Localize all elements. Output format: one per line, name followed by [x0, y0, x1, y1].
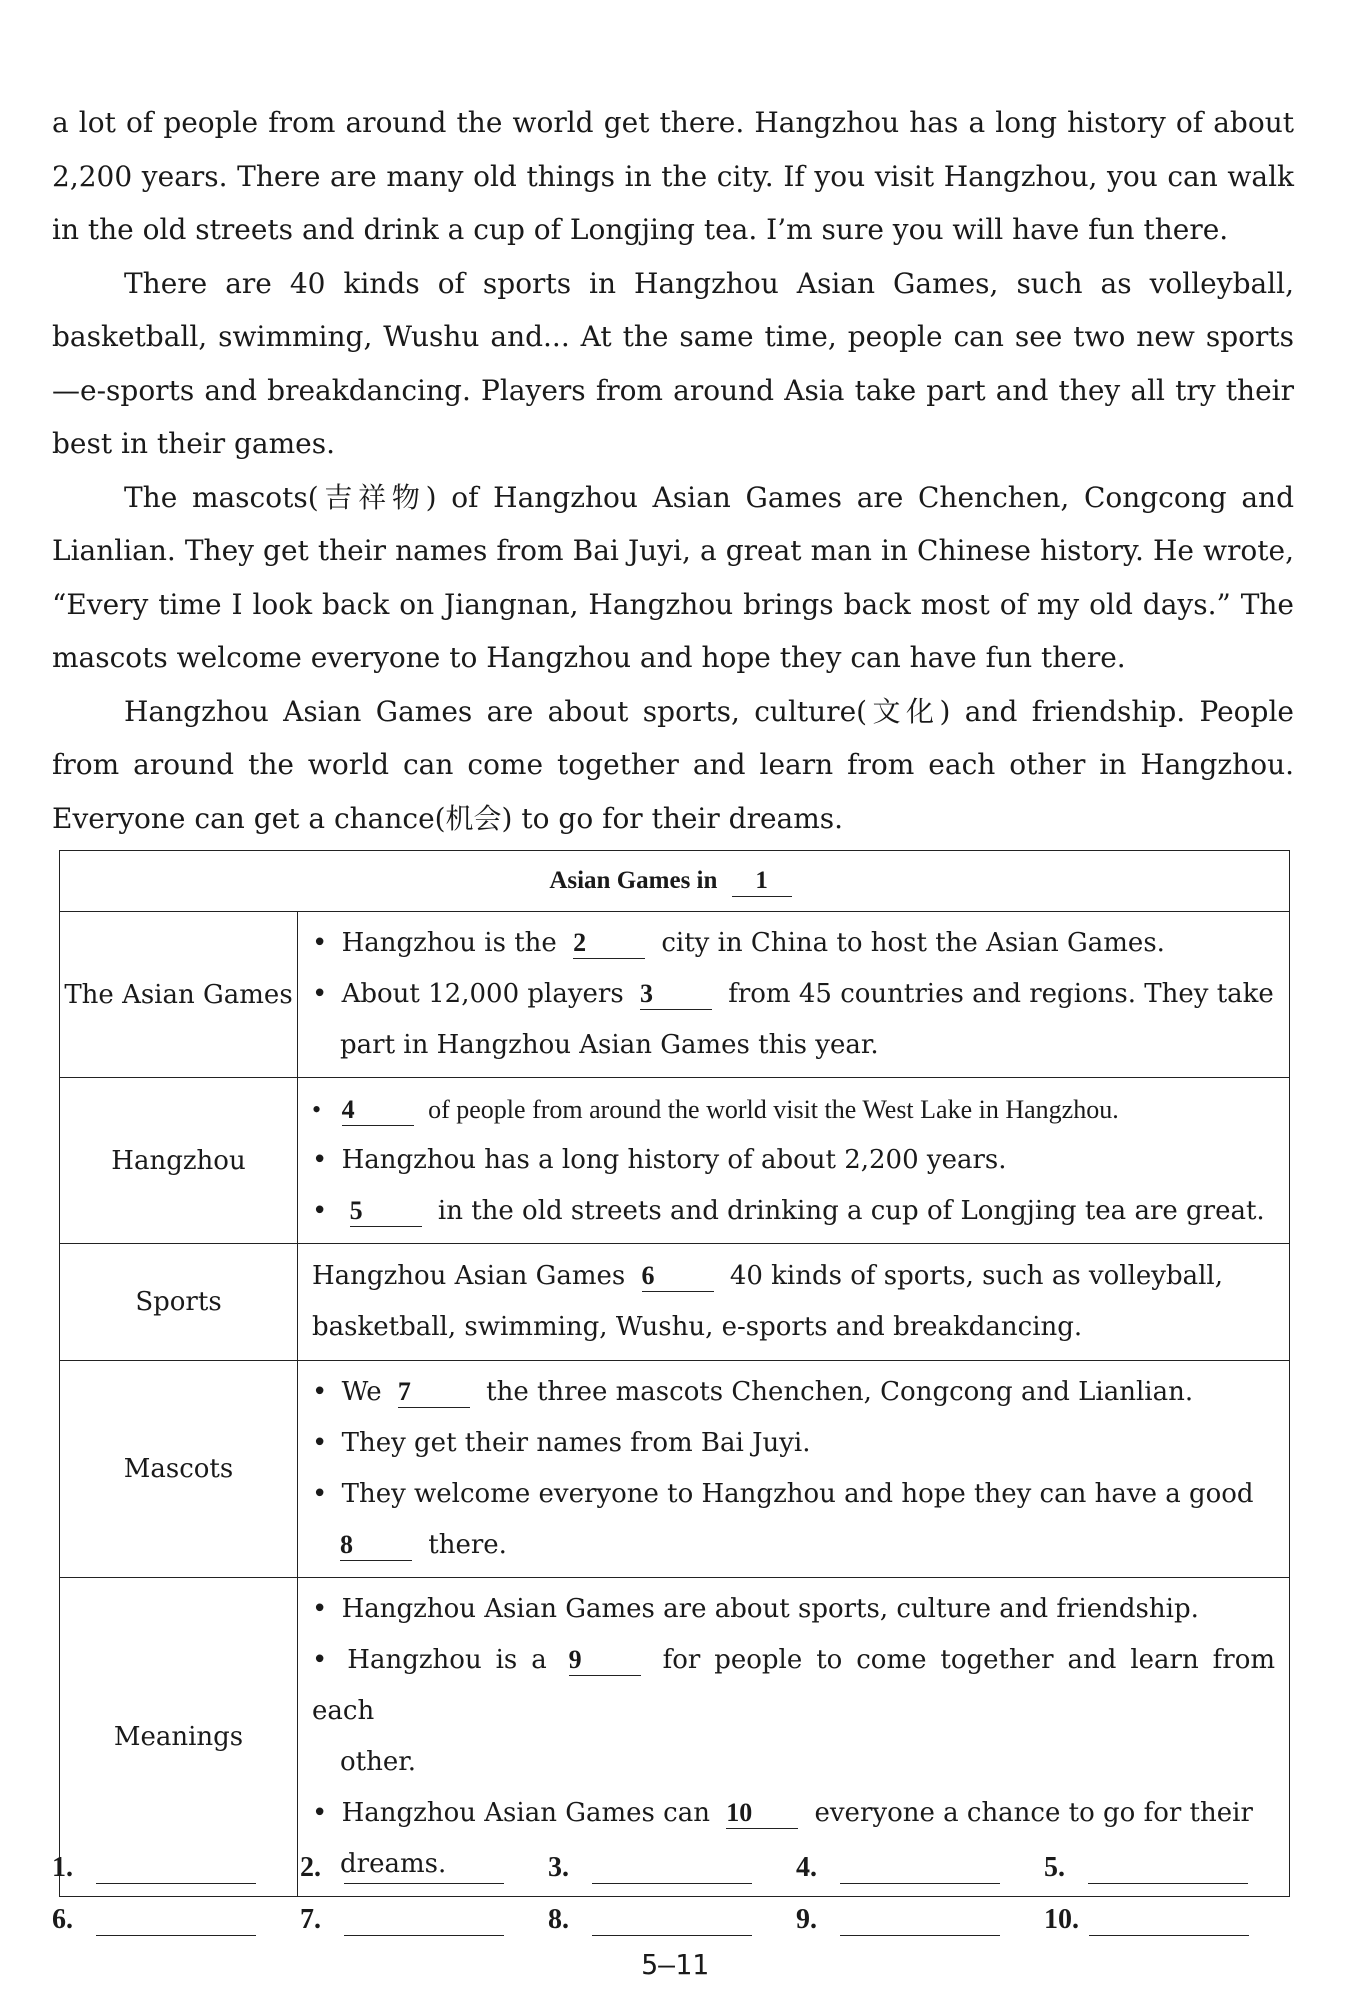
answer-row [52, 1832, 1294, 1884]
answer-item [300, 1904, 548, 1936]
line-text: They get their names from Bai Juyi. [341, 1428, 811, 1458]
answer-number: 2. [300, 1852, 321, 1883]
answer-number: 9. [796, 1904, 817, 1935]
blank-8[interactable]: 8 [340, 1530, 412, 1561]
line-text: there. [428, 1530, 507, 1560]
row-content-hangzhou [298, 1078, 1290, 1244]
answer-blank[interactable] [840, 1909, 1000, 1936]
answer-blank[interactable] [344, 1857, 504, 1884]
answer-blank[interactable] [592, 1857, 752, 1884]
table-line [312, 918, 1275, 969]
answer-number: 3. [548, 1852, 569, 1883]
answer-number: 10. [1044, 1904, 1079, 1935]
answer-item [796, 1852, 1044, 1884]
passage-paragraph: The mascots(吉祥物) of Hangzhou Asian Games are Chenchen, Congcong and Lianlian. They get their names from Bai Juyi, a great man in Chinese history. He wrote, “Every time I look back on Jiangnan, Hangzhou brings back most of my old days.” The mascots welcome everyone to Hangzhou and hope they can have fun there. [52, 480, 1294, 674]
answer-item [548, 1904, 796, 1936]
line-text: city in China to host the Asian Games. [661, 928, 1165, 958]
answer-blank[interactable] [840, 1857, 1000, 1884]
line-text: for people to come together and learn from each [312, 1645, 1275, 1726]
answer-item [548, 1852, 796, 1884]
row-content-sports [298, 1244, 1290, 1361]
bullet-mark: • [312, 1145, 328, 1175]
answer-blank[interactable] [1088, 1857, 1248, 1884]
page-number: 5—11 [641, 1948, 709, 1981]
summary-table [59, 850, 1290, 1897]
answer-blank[interactable] [1089, 1909, 1249, 1936]
blank-7[interactable]: 7 [398, 1377, 470, 1408]
passage-paragraph: There are 40 kinds of sports in Hangzhou Asian Games, such as volleyball, basketball, swimming, Wushu and... At the same time, people can see two new sports—e-sports and breakdancing. Players from around Asia take part and they all try their best in their games. [52, 266, 1294, 460]
bullet-mark: • [312, 1798, 328, 1828]
table-line [312, 969, 1275, 1020]
answer-item [796, 1904, 1044, 1936]
row-label-hangzhou: Hangzhou [60, 1078, 298, 1244]
blank-6[interactable]: 6 [642, 1261, 714, 1292]
row-content-asian-games [298, 912, 1290, 1078]
table-line [312, 1135, 1275, 1186]
table-line [312, 1418, 1275, 1469]
bullet-mark: • [312, 1095, 322, 1124]
blank-5[interactable]: 5 [350, 1196, 422, 1227]
bullet-mark: • [312, 1594, 328, 1624]
line-text: everyone a chance to go for their [814, 1798, 1253, 1828]
answer-number: 1. [52, 1852, 73, 1883]
line-text: We [341, 1377, 382, 1407]
table-line: basketball, swimming, Wushu, e-sports and breakdancing. [312, 1312, 1083, 1342]
table-line [312, 1084, 1275, 1135]
table-title-text: Asian Games in [549, 866, 718, 894]
table-line-continued: other. [340, 1747, 417, 1777]
line-text: Hangzhou Asian Games [312, 1261, 626, 1291]
line-text: the three mascots Chenchen, Congcong and Lianlian. [486, 1377, 1194, 1407]
bullet-mark: • [312, 1377, 328, 1407]
answer-item [52, 1904, 300, 1936]
reading-passage [52, 96, 1294, 845]
line-text: About 12,000 players [341, 979, 624, 1009]
answer-lines [52, 1832, 1294, 1936]
blank-3[interactable]: 3 [640, 979, 712, 1010]
row-label-meanings: Meanings [60, 1578, 298, 1897]
blank-10[interactable]: 10 [726, 1798, 798, 1829]
table-line-continued [312, 1520, 1275, 1571]
bullet-mark: • [312, 1196, 328, 1226]
bullet-mark: • [312, 1428, 328, 1458]
line-text: in the old streets and drinking a cup of Longjing tea are great. [437, 1196, 1265, 1226]
line-text: They welcome everyone to Hangzhou and hope they can have a good [341, 1479, 1254, 1509]
answer-item [300, 1852, 548, 1884]
bullet-mark: • [312, 1479, 328, 1509]
table-line [312, 1251, 1275, 1302]
answer-number: 7. [300, 1904, 321, 1935]
table-line [312, 1584, 1275, 1635]
line-text: Hangzhou Asian Games can [341, 1798, 710, 1828]
line-text: Hangzhou has a long history of about 2,200 years. [341, 1145, 1007, 1175]
answer-number: 5. [1044, 1852, 1065, 1883]
line-text: 40 kinds of sports, such as volleyball, [729, 1261, 1224, 1291]
table-line-continued: dreams. [340, 1849, 447, 1879]
table-line [312, 1186, 1275, 1237]
line-text: Hangzhou is the [341, 928, 557, 958]
blank-1[interactable]: 1 [732, 866, 792, 897]
table-line-continued: part in Hangzhou Asian Games this year. [340, 1030, 879, 1060]
table-line [312, 1367, 1275, 1418]
answer-number: 8. [548, 1904, 569, 1935]
answer-blank[interactable] [96, 1909, 256, 1936]
blank-9[interactable]: 9 [569, 1645, 641, 1676]
row-content-mascots [298, 1361, 1290, 1578]
row-label-mascots: Mascots [60, 1361, 298, 1578]
answer-blank[interactable] [96, 1857, 256, 1884]
blank-4[interactable]: 4 [342, 1095, 414, 1126]
answer-blank[interactable] [592, 1909, 752, 1936]
bullet-mark: • [312, 1645, 328, 1675]
line-text: Hangzhou Asian Games are about sports, culture and friendship. [341, 1594, 1199, 1624]
table-line [312, 1635, 1275, 1737]
answer-number: 4. [796, 1852, 817, 1883]
bullet-mark: • [312, 928, 328, 958]
answer-number: 6. [52, 1904, 73, 1935]
passage-paragraph: Hangzhou Asian Games are about sports, culture(文化) and friendship. People from around the world can come together and learn from each other in Hangzhou. Everyone can get a chance(机会) to go for their dreams. [52, 694, 1294, 835]
row-label-asian-games: The Asian Games [60, 912, 298, 1078]
table-title [60, 851, 1290, 912]
answer-item [52, 1852, 300, 1884]
answer-item [1044, 1852, 1292, 1884]
bullet-mark: • [312, 979, 328, 1009]
answer-blank[interactable] [344, 1909, 504, 1936]
table-line [312, 1469, 1275, 1520]
answer-item [1044, 1904, 1292, 1936]
line-text: of people from around the world visit the West Lake in Hangzhou. [428, 1095, 1119, 1124]
passage-paragraph: a lot of people from around the world get there. Hangzhou has a long history of about 2,200 years. There are many old things in the city. If you visit Hangzhou, you can walk in the old streets and drink a cup of Longjing tea. I’m sure you will have fun there. [52, 106, 1294, 246]
blank-2[interactable]: 2 [573, 928, 645, 959]
answer-row [52, 1884, 1294, 1936]
line-text: Hangzhou is a [347, 1645, 547, 1675]
row-label-sports: Sports [60, 1244, 298, 1361]
line-text: from 45 countries and regions. They take [728, 979, 1274, 1009]
